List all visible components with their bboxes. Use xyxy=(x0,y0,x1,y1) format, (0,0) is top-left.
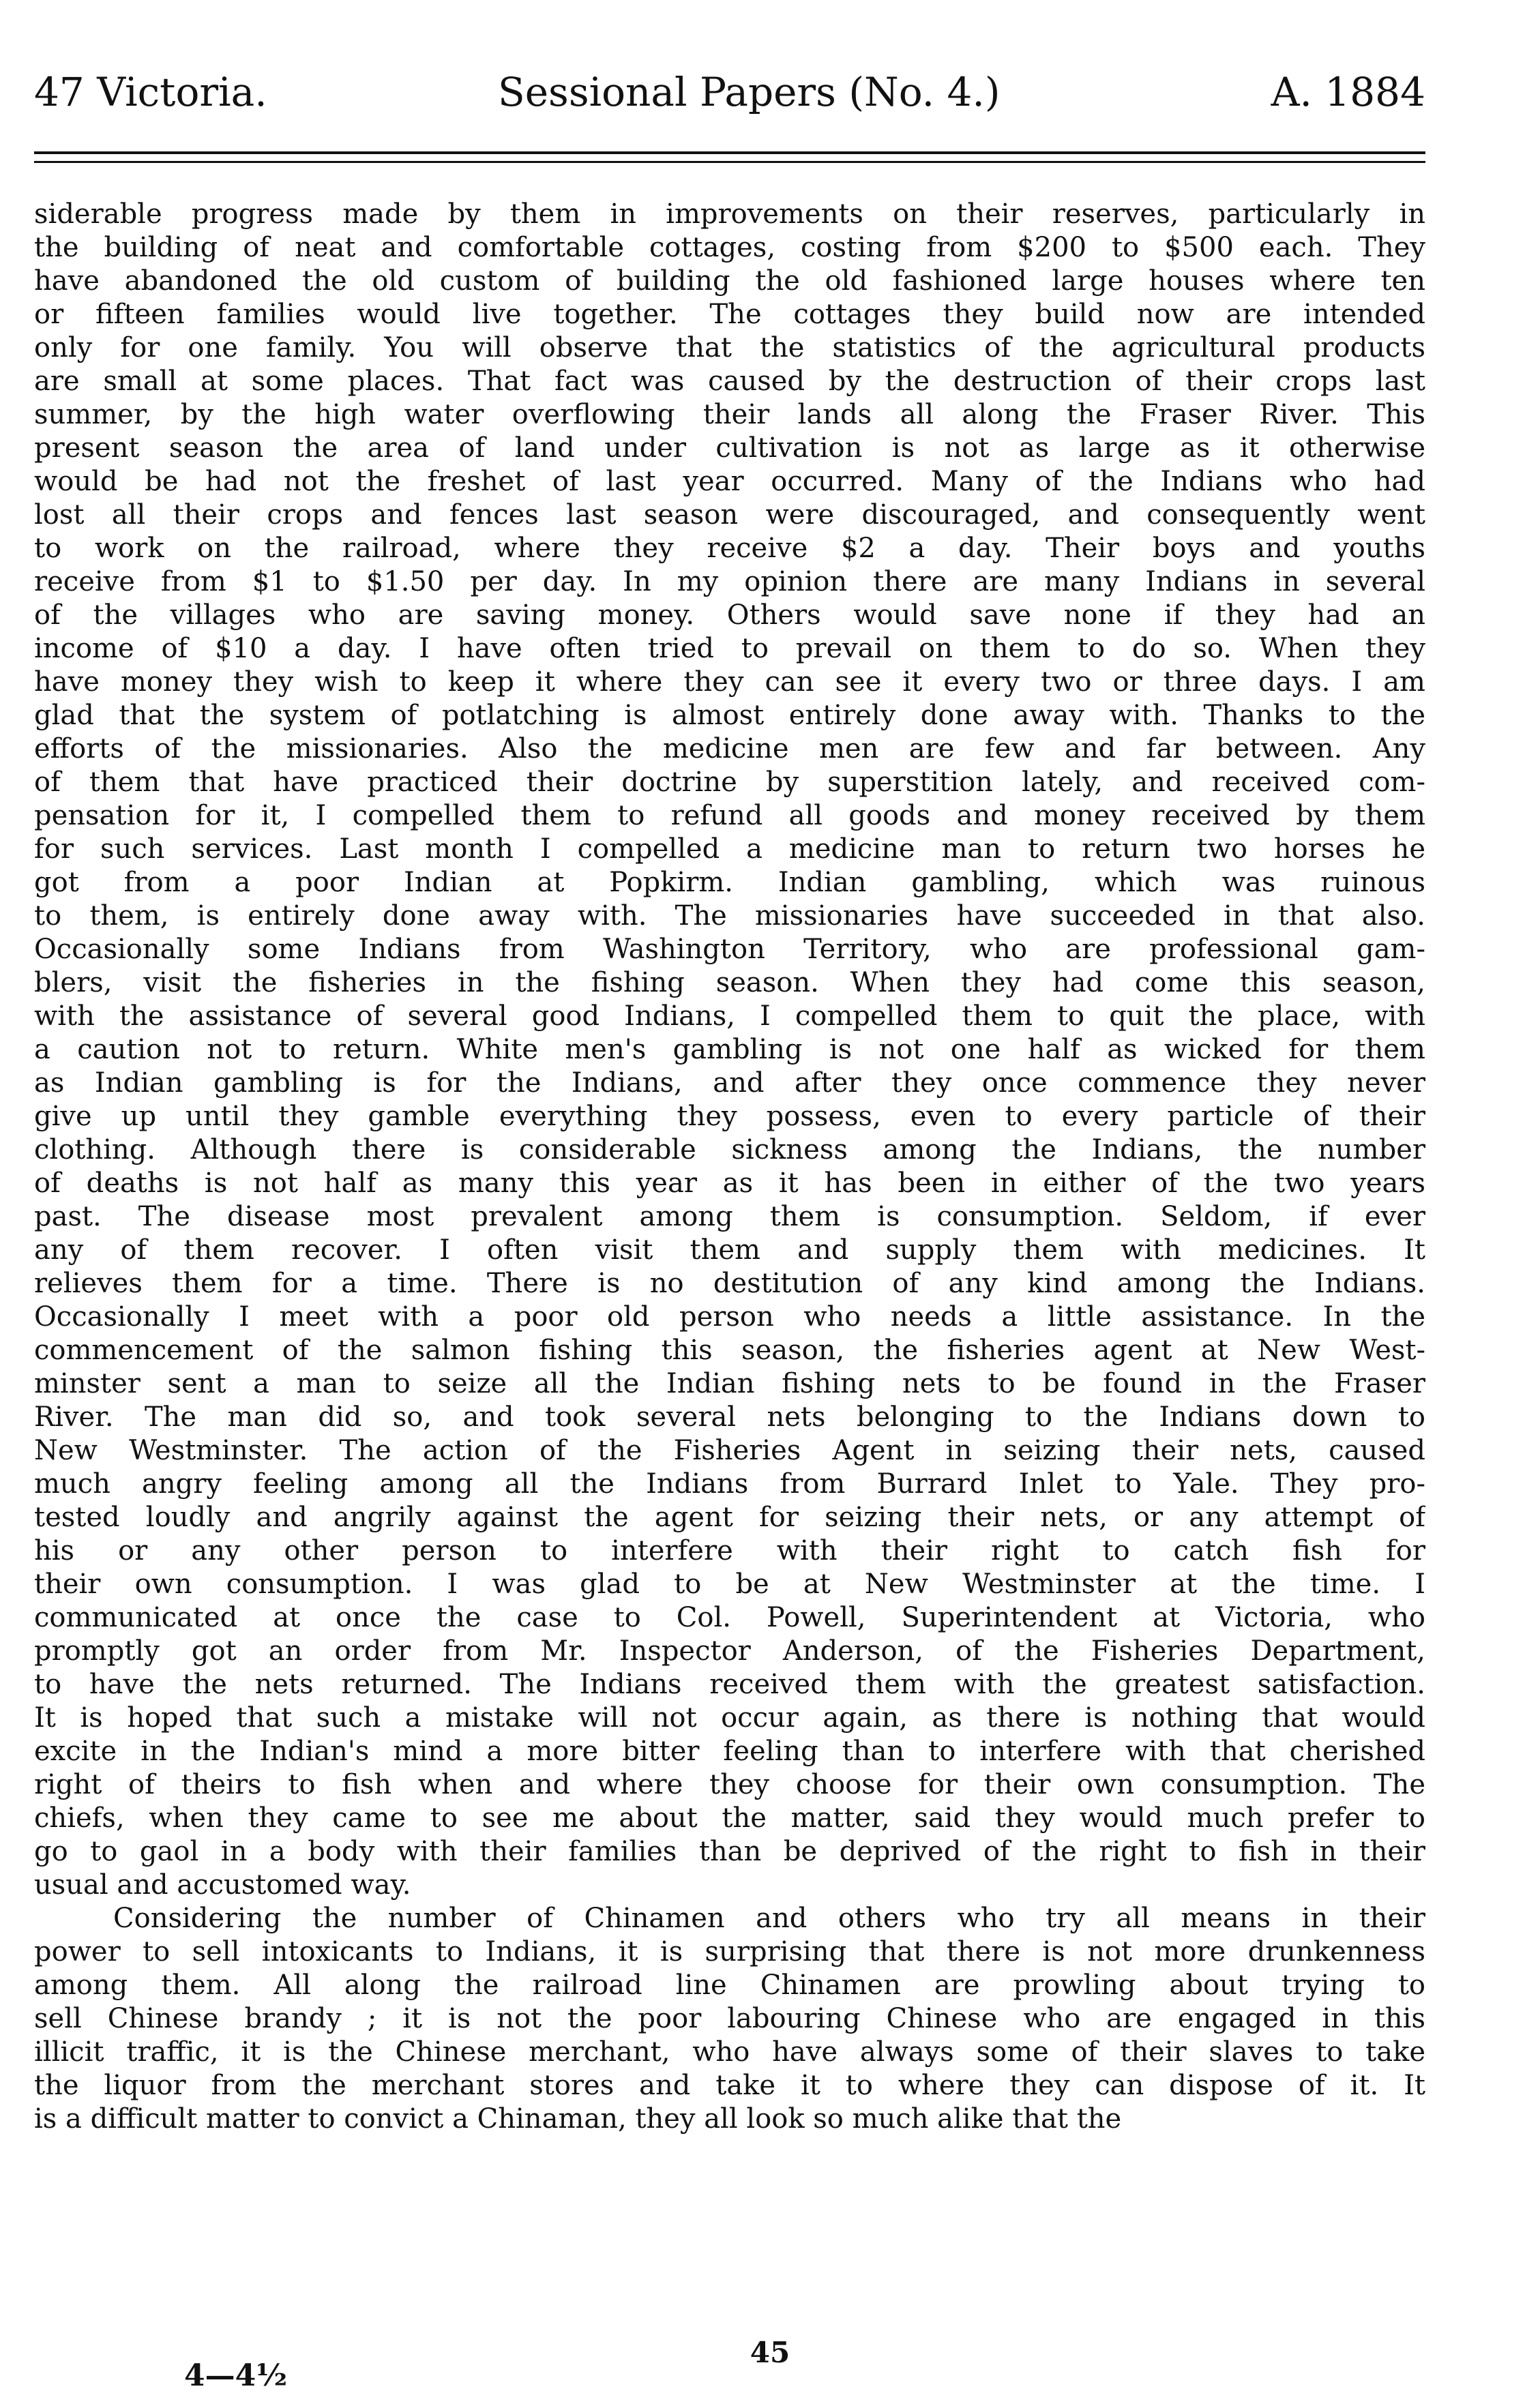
text-line: have money they wish to keep it where they can see it every two or three days. I am xyxy=(34,666,1425,698)
header-title: Sessional Papers (No. 4.) xyxy=(498,69,1001,115)
text-line: go to gaol in a body with their families than be deprived of the right to fish in their xyxy=(34,1836,1425,1867)
text-line: of them that have practiced their doctrine by superstition lately, and received com- xyxy=(34,767,1425,798)
text-line: for such services. Last month I compelled a medicine man to return two horses he xyxy=(34,833,1425,865)
header-volume: 47 Victoria. xyxy=(34,69,267,115)
text-line: as Indian gambling is for the Indians, and after they once commence they never xyxy=(34,1067,1425,1099)
text-line: efforts of the missionaries. Also the medicine men are few and far between. Any xyxy=(34,733,1425,764)
text-line: are small at some places. That fact was caused by the destruction of their crops last xyxy=(34,366,1425,397)
text-line: Considering the number of Chinamen and others who try all means in their xyxy=(113,1903,1425,1934)
text-line: blers, visit the fisheries in the fishing season. When they had come this season, xyxy=(34,967,1425,998)
header-year: A. 1884 xyxy=(1271,69,1425,115)
text-line: with the assistance of several good Indians, I compelled them to quit the place, with xyxy=(34,1000,1425,1032)
text-line: among them. All along the railroad line Chinamen are prowling about trying to xyxy=(34,1970,1425,2001)
page-number: 45 xyxy=(750,2336,790,2369)
text-line: present season the area of land under cultivation is not as large as it otherwise xyxy=(34,432,1425,464)
text-line: It is hoped that such a mistake will not occur again, as there is nothing that would xyxy=(34,1702,1425,1734)
text-line: receive from $1 to $1.50 per day. In my opinion there are many Indians in several xyxy=(34,566,1425,597)
text-line: summer, by the high water overflowing their lands all along the Fraser River. This xyxy=(34,399,1425,430)
text-line: power to sell intoxicants to Indians, it is surprising that there is not more drunkenness xyxy=(34,1936,1425,1967)
body-text xyxy=(34,198,1425,2136)
text-line: to work on the railroad, where they receive $2 a day. Their boys and youths xyxy=(34,533,1425,564)
running-header xyxy=(34,55,1425,130)
text-line: lost all their crops and fences last season were discouraged, and consequently went xyxy=(34,499,1425,531)
text-line: pensation for it, I compelled them to refund all goods and money received by them xyxy=(34,800,1425,831)
text-line: have abandoned the old custom of building the old fashioned large houses where ten xyxy=(34,265,1425,297)
text-line: would be had not the freshet of last year occurred. Many of the Indians who had xyxy=(34,466,1425,497)
text-line: past. The disease most prevalent among them is consumption. Seldom, if ever xyxy=(34,1201,1425,1232)
text-line: is a difficult matter to convict a Chinaman, they all look so much alike that the xyxy=(34,2103,1122,2135)
text-line: give up until they gamble everything they possess, even to every particle of their xyxy=(34,1101,1425,1132)
header-rule-thin xyxy=(34,161,1425,163)
text-line: promptly got an order from Mr. Inspector Anderson, of the Fisheries Department, xyxy=(34,1635,1425,1667)
text-line: the building of neat and comfortable cottages, costing from $200 to $500 each. They xyxy=(34,232,1425,263)
text-line: River. The man did so, and took several nets belonging to the Indians down to xyxy=(34,1401,1425,1433)
text-line: to them, is entirely done away with. The missionaries have succeeded in that also. xyxy=(34,900,1425,932)
text-line: Occasionally I meet with a poor old person who needs a little assistance. In the xyxy=(34,1301,1425,1333)
text-line: tested loudly and angrily against the agent for seizing their nets, or any attempt of xyxy=(34,1502,1425,1533)
text-line: Occasionally some Indians from Washington Territory, who are professional gam- xyxy=(34,934,1425,965)
text-line: communicated at once the case to Col. Powell, Superintendent at Victoria, who xyxy=(34,1602,1425,1633)
text-line: of deaths is not half as many this year as it has been in either of the two years xyxy=(34,1168,1425,1199)
text-line: the liquor from the merchant stores and take it to where they can dispose of it. It xyxy=(34,2070,1425,2101)
text-line: siderable progress made by them in improvements on their reserves, particularly in xyxy=(34,198,1425,230)
text-line: only for one family. You will observe that the statistics of the agricultural products xyxy=(34,332,1425,363)
text-line: to have the nets returned. The Indians received them with the greatest satisfaction. xyxy=(34,1669,1425,1700)
paragraph xyxy=(34,198,1425,1902)
text-line: much angry feeling among all the Indians from Burrard Inlet to Yale. They pro- xyxy=(34,1468,1425,1500)
text-line: right of theirs to fish when and where they choose for their own consumption. The xyxy=(34,1769,1425,1800)
text-line: a caution not to return. White men's gambling is not one half as wicked for them xyxy=(34,1034,1425,1065)
text-line: minster sent a man to seize all the Indian fishing nets to be found in the Fraser xyxy=(34,1368,1425,1399)
text-line: their own consumption. I was glad to be at New Westminster at the time. I xyxy=(34,1569,1425,1600)
text-line: commencement of the salmon fishing this season, the fisheries agent at New West- xyxy=(34,1335,1425,1366)
signature-mark: 4—4½ xyxy=(184,2358,288,2393)
text-line: excite in the Indian's mind a more bitter feeling than to interfere with that cherished xyxy=(34,1736,1425,1767)
text-line: glad that the system of potlatching is almost entirely done away with. Thanks to the xyxy=(34,700,1425,731)
text-line: relieves them for a time. There is no destitution of any kind among the Indians. xyxy=(34,1268,1425,1299)
text-line: his or any other person to interfere with their right to catch fish for xyxy=(34,1535,1425,1566)
text-line: got from a poor Indian at Popkirm. Indian gambling, which was ruinous xyxy=(34,867,1425,898)
text-line: New Westminster. The action of the Fisheries Agent in seizing their nets, caused xyxy=(34,1435,1425,1466)
text-line: sell Chinese brandy ; it is not the poor labouring Chinese who are engaged in this xyxy=(34,2003,1425,2034)
text-line: usual and accustomed way. xyxy=(34,1869,411,1901)
text-line: or fifteen families would live together. The cottages they build now are intended xyxy=(34,299,1425,330)
text-line: of the villages who are saving money. Others would save none if they had an xyxy=(34,599,1425,631)
text-line: any of them recover. I often visit them and supply them with medicines. It xyxy=(34,1234,1425,1266)
text-line: income of $10 a day. I have often tried to prevail on them to do so. When they xyxy=(34,633,1425,664)
text-line: chiefs, when they came to see me about the matter, said they would much prefer to xyxy=(34,1802,1425,1834)
text-line: clothing. Although there is considerable sickness among the Indians, the number xyxy=(34,1134,1425,1165)
header-rule-thick xyxy=(34,151,1425,154)
paragraph xyxy=(34,1902,1425,2136)
text-line: illicit traffic, it is the Chinese merchant, who have always some of their slaves to take xyxy=(34,2036,1425,2068)
